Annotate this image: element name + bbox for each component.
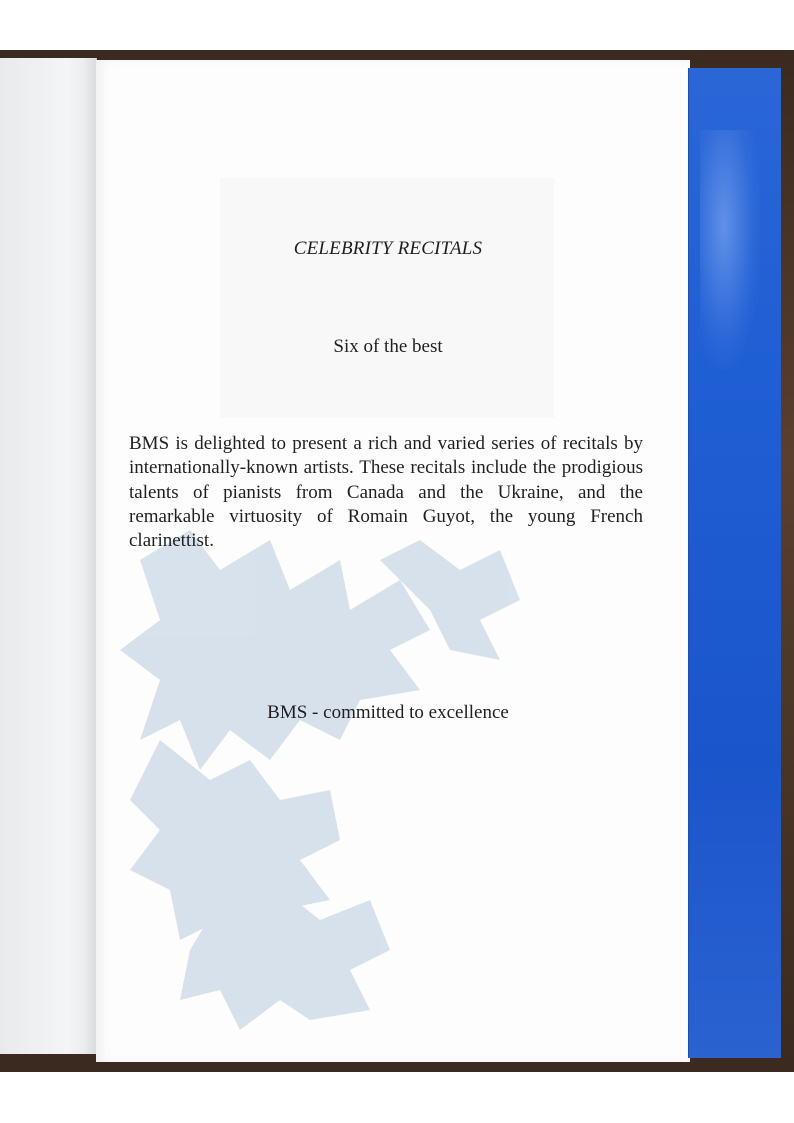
intro-paragraph: BMS is delighted to present a rich and varied series of recitals by internationally-known artists. These recitals include the prodigious talents of pianists from Canada and the Ukraine, and the remarkable virtuosity of Romain Guyot, the young French clarinettist.: [129, 433, 643, 552]
page-heading: CELEBRITY RECITALS: [293, 238, 483, 259]
page-subheading: Six of the best: [333, 336, 443, 357]
tagline: BMS - committed to excellence: [267, 702, 509, 723]
